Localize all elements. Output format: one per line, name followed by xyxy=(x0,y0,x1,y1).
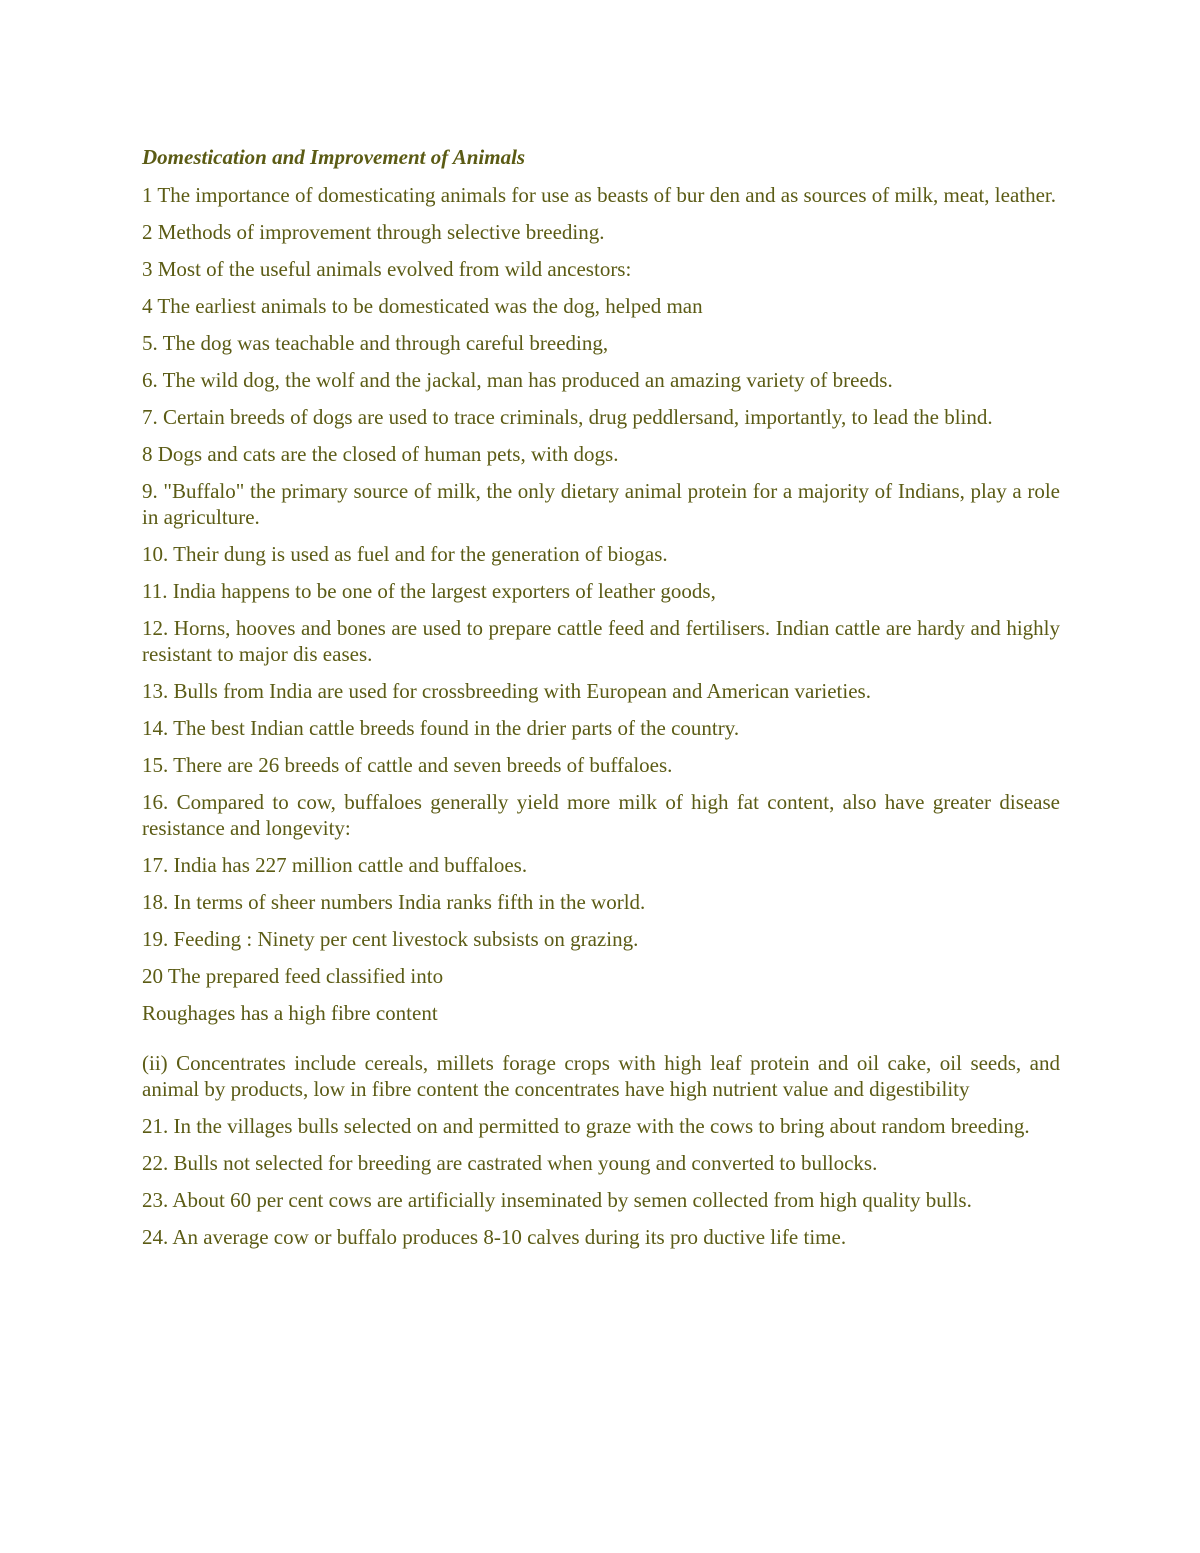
paragraph-14: 14. The best Indian cattle breeds found in the drier parts of the country. xyxy=(142,716,740,740)
paragraph-7: 7. Certain breeds of dogs are used to trace criminals, drug peddlersand, importantly, to lead the blind. xyxy=(142,405,993,429)
paragraph-3: 3 Most of the useful animals evolved from wild ancestors: xyxy=(142,257,632,281)
paragraph-5: 5. The dog was teachable and through careful breeding, xyxy=(142,331,609,355)
paragraph-22: 22. Bulls not selected for breeding are castrated when young and converted to bullocks. xyxy=(142,1151,878,1175)
paragraph-12: 12. Horns, hooves and bones are used to prepare cattle feed and fertilisers. Indian cattle are hardy and highly resistant to major dis eases. xyxy=(142,616,1060,666)
paragraph-16: 16. Compared to cow, buffaloes generally yield more milk of high fat content, also have greater disease resistance and longevity: xyxy=(142,790,1060,840)
paragraph-20: 20 The prepared feed classified into xyxy=(142,964,444,988)
paragraph-1: 1 The importance of domesticating animals for use as beasts of bur den and as sources of milk, meat, leather. xyxy=(142,183,1057,207)
paragraph-roughages: Roughages has a high fibre content xyxy=(142,1001,438,1025)
paragraph-8: 8 Dogs and cats are the closed of human pets, with dogs. xyxy=(142,442,619,466)
paragraph-19: 19. Feeding : Ninety per cent livestock subsists on grazing. xyxy=(142,927,639,951)
paragraph-17: 17. India has 227 million cattle and buffaloes. xyxy=(142,853,528,877)
paragraph-18: 18. In terms of sheer numbers India ranks fifth in the world. xyxy=(142,890,646,914)
paragraph-21: 21. In the villages bulls selected on and permitted to graze with the cows to bring about random breeding. xyxy=(142,1114,1030,1138)
paragraph-9: 9. "Buffalo" the primary source of milk, the only dietary animal protein for a majority of Indians, play a role in agriculture. xyxy=(142,479,1060,529)
paragraph-24: 24. An average cow or buffalo produces 8-10 calves during its pro ductive life time. xyxy=(142,1225,847,1249)
paragraph-concentrates: (ii) Concentrates include cereals, millets forage crops with high leaf protein and oil cake, oil seeds, and animal by products, low in fibre content the concentrates have high nutrient value and digestibility xyxy=(142,1051,1060,1101)
paragraph-10: 10. Their dung is used as fuel and for the generation of biogas. xyxy=(142,542,668,566)
paragraph-4: 4 The earliest animals to be domesticated was the dog, helped man xyxy=(142,294,703,318)
document-body xyxy=(142,142,1060,1261)
paragraph-6: 6. The wild dog, the wolf and the jackal, man has produced an amazing variety of breeds. xyxy=(142,368,893,392)
document-title: Domestication and Improvement of Animals xyxy=(142,145,526,169)
paragraph-13: 13. Bulls from India are used for crossbreeding with European and American varieties. xyxy=(142,679,871,703)
paragraph-23: 23. About 60 per cent cows are artificially inseminated by semen collected from high quality bulls. xyxy=(142,1188,972,1212)
paragraph-2: 2 Methods of improvement through selective breeding. xyxy=(142,220,605,244)
paragraph-11: 11. India happens to be one of the largest exporters of leather goods, xyxy=(142,579,716,603)
paragraph-15: 15. There are 26 breeds of cattle and seven breeds of buffaloes. xyxy=(142,753,673,777)
